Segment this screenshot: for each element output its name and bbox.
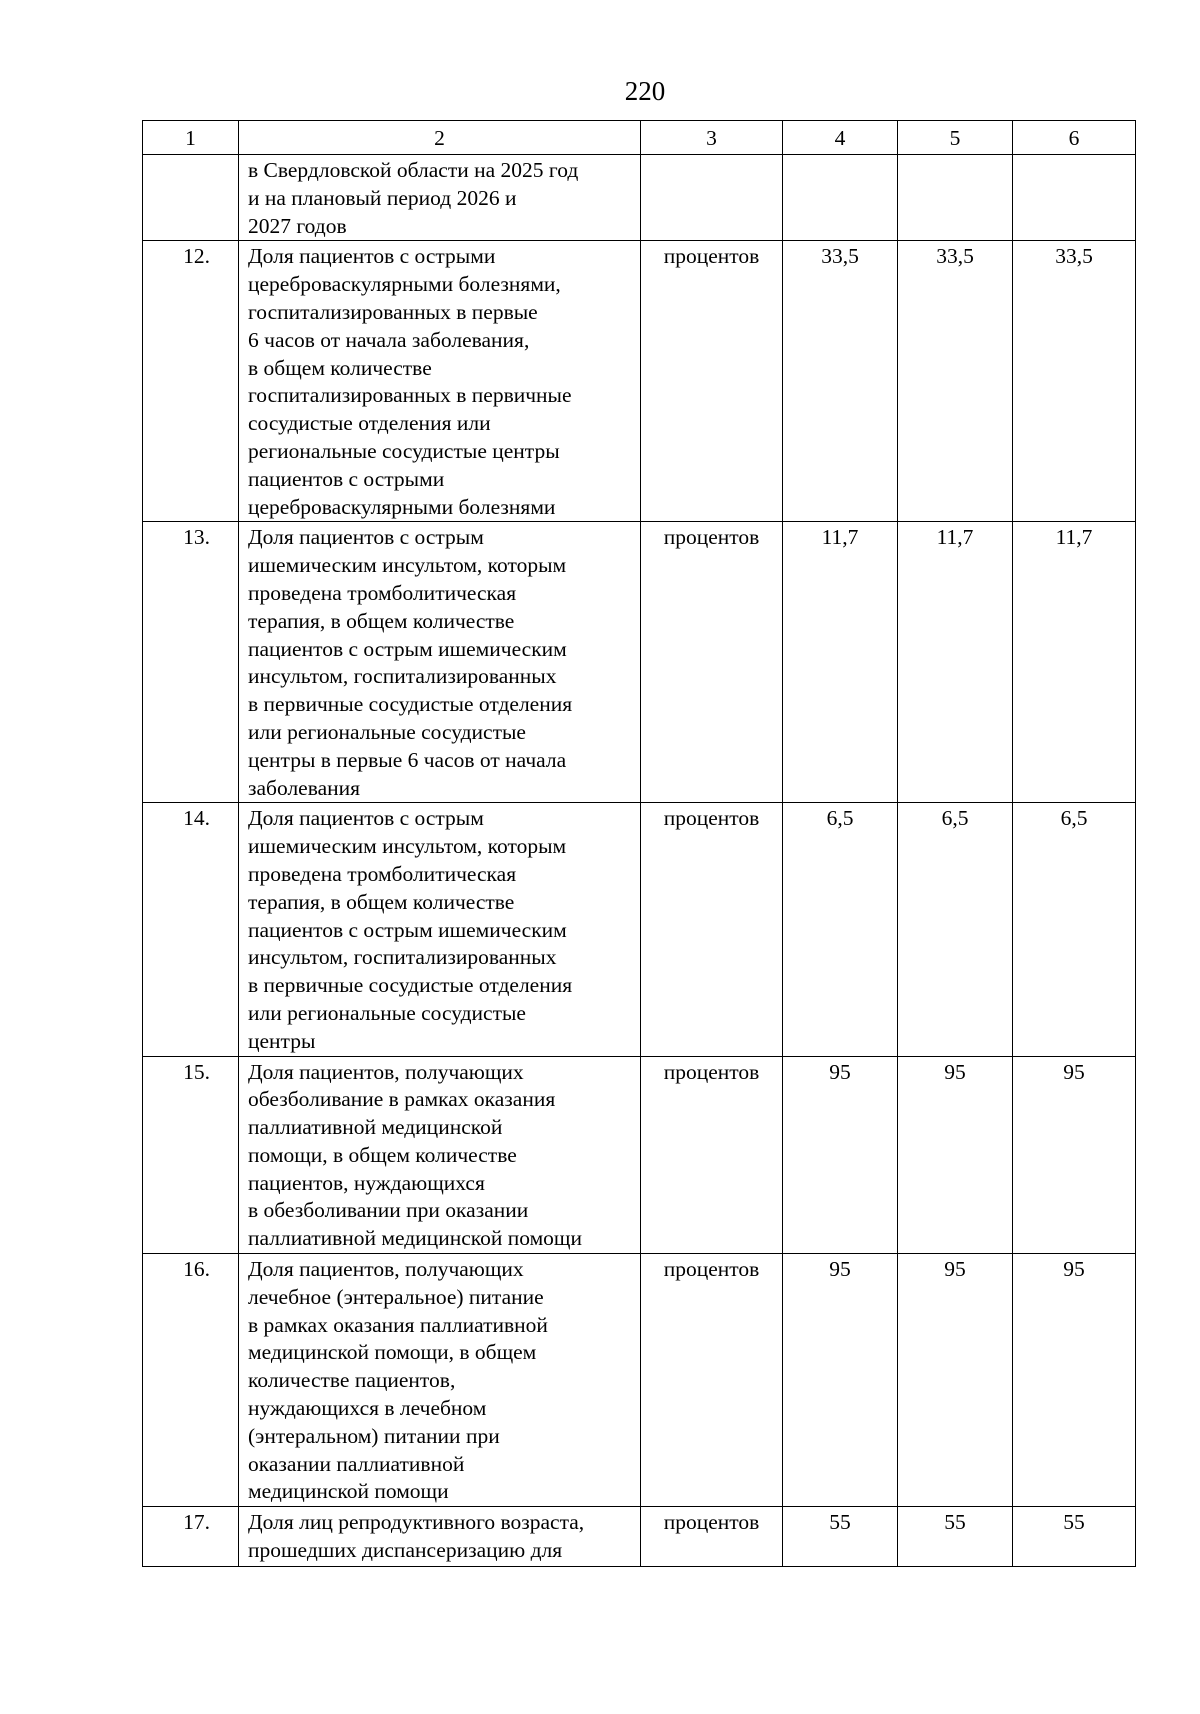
description-line: Доля пациентов, получающих [248, 1059, 524, 1084]
description-line: пациентов, нуждающихся [248, 1170, 485, 1195]
row-value-col6 [1013, 155, 1136, 241]
row-value-col4: 11,7 [783, 522, 898, 803]
description-line: в Свердловской области на 2025 год [248, 158, 579, 182]
row-description [239, 522, 641, 803]
page-number: 220 [624, 76, 666, 106]
row-description [239, 1056, 641, 1254]
description-line: госпитализированных в первичные [248, 383, 572, 408]
row-unit: процентов [641, 1056, 783, 1254]
description-line: в рамках оказания паллиативной [248, 1312, 548, 1337]
row-number: 16. [143, 1254, 239, 1507]
row-value-col4: 33,5 [783, 241, 898, 522]
header-col-6: 6 [1013, 121, 1136, 155]
row-value-col6: 11,7 [1013, 522, 1136, 803]
table-row [143, 241, 1136, 522]
description-line: пациентов с острым ишемическим [248, 917, 567, 942]
description-line: Доля пациентов, получающих [248, 1257, 524, 1282]
description-line: Доля пациентов с острым [248, 806, 484, 831]
description-line: или региональные сосудистые [248, 1000, 526, 1025]
row-value-col6: 55 [1013, 1507, 1136, 1567]
description-line: терапия, в общем количестве [248, 608, 515, 633]
description-line: медицинской помощи [248, 1479, 449, 1504]
description-line: проведена тромболитическая [248, 861, 517, 886]
description-line: цереброваскулярными болезнями [248, 494, 556, 519]
description-line: в обезболивании при оказании [248, 1198, 529, 1223]
row-value-col6: 95 [1013, 1254, 1136, 1507]
row-number: 12. [143, 241, 239, 522]
description-line: центры [248, 1028, 316, 1053]
description-line: медицинской помощи, в общем [248, 1340, 537, 1365]
description-line: региональные сосудистые центры [248, 438, 560, 463]
description-line: (энтеральном) питании при [248, 1423, 500, 1448]
row-unit [641, 155, 783, 241]
table-row [143, 803, 1136, 1056]
row-number: 13. [143, 522, 239, 803]
row-value-col5 [898, 155, 1013, 241]
description-line: в общем количестве [248, 355, 432, 380]
row-value-col4: 95 [783, 1254, 898, 1507]
description-line: пациентов с острыми [248, 466, 445, 491]
description-line: нуждающихся в лечебном [248, 1396, 487, 1421]
description-line: пациентов с острым ишемическим [248, 636, 567, 661]
row-value-col4: 95 [783, 1056, 898, 1254]
header-col-4: 4 [783, 121, 898, 155]
indicators-table [142, 120, 1136, 1567]
description-line: прошедших диспансеризацию для [248, 1538, 563, 1563]
row-unit: процентов [641, 522, 783, 803]
row-unit: процентов [641, 803, 783, 1056]
description-line: 2027 годов [248, 213, 347, 238]
description-line: инсультом, госпитализированных [248, 945, 557, 970]
description-line: Доля пациентов с острыми [248, 244, 496, 269]
description-line: лечебное (энтеральное) питание [248, 1284, 544, 1309]
header-col-3: 3 [641, 121, 783, 155]
description-line: терапия, в общем количестве [248, 889, 515, 914]
description-line: 6 часов от начала заболевания, [248, 327, 530, 352]
description-line: госпитализированных в первые [248, 299, 538, 324]
description-line: цереброваскулярными болезнями, [248, 272, 561, 297]
description-line: количестве пациентов, [248, 1368, 456, 1393]
description-line: в первичные сосудистые отделения [248, 692, 573, 717]
description-line: заболевания [248, 775, 361, 800]
description-line: в первичные сосудистые отделения [248, 973, 573, 998]
row-number: 15. [143, 1056, 239, 1254]
row-value-col4: 6,5 [783, 803, 898, 1056]
description-line: сосудистые отделения или [248, 411, 491, 436]
description-line: центры в первые 6 часов от начала [248, 747, 567, 772]
row-value-col6: 95 [1013, 1056, 1136, 1254]
description-line: проведена тромболитическая [248, 580, 517, 605]
description-line: обезболивание в рамках оказания [248, 1087, 556, 1112]
header-col-2: 2 [239, 121, 641, 155]
row-description [239, 155, 641, 241]
row-unit: процентов [641, 241, 783, 522]
description-line: помощи, в общем количестве [248, 1142, 517, 1167]
description-line: или региональные сосудистые [248, 719, 526, 744]
table-row [143, 522, 1136, 803]
row-value-col5: 95 [898, 1254, 1013, 1507]
row-value-col5: 33,5 [898, 241, 1013, 522]
row-description [239, 241, 641, 522]
description-line: ишемическим инсультом, которым [248, 553, 567, 578]
description-line: и на плановый период 2026 и [248, 185, 517, 210]
table-row [143, 1056, 1136, 1254]
row-value-col5: 11,7 [898, 522, 1013, 803]
table-header-row [143, 121, 1136, 155]
row-value-col5: 55 [898, 1507, 1013, 1567]
row-number [143, 155, 239, 241]
header-col-5: 5 [898, 121, 1013, 155]
header-col-1: 1 [143, 121, 239, 155]
description-line: оказании паллиативной [248, 1451, 465, 1476]
description-line: ишемическим инсультом, которым [248, 834, 567, 859]
table-row [143, 1507, 1136, 1567]
row-number: 14. [143, 803, 239, 1056]
row-value-col6: 33,5 [1013, 241, 1136, 522]
row-unit: процентов [641, 1254, 783, 1507]
description-line: Доля пациентов с острым [248, 525, 484, 550]
row-value-col6: 6,5 [1013, 803, 1136, 1056]
row-description [239, 803, 641, 1056]
row-unit: процентов [641, 1507, 783, 1567]
row-value-col4 [783, 155, 898, 241]
row-number: 17. [143, 1507, 239, 1567]
row-description [239, 1254, 641, 1507]
row-value-col5: 6,5 [898, 803, 1013, 1056]
description-line: паллиативной медицинской помощи [248, 1226, 582, 1251]
table-row [143, 1254, 1136, 1507]
description-line: инсультом, госпитализированных [248, 664, 557, 689]
description-line: паллиативной медицинской [248, 1115, 503, 1140]
description-line: Доля лиц репродуктивного возраста, [248, 1510, 585, 1535]
table-row [143, 155, 1136, 241]
row-value-col5: 95 [898, 1056, 1013, 1254]
row-description [239, 1507, 641, 1567]
row-value-col4: 55 [783, 1507, 898, 1567]
